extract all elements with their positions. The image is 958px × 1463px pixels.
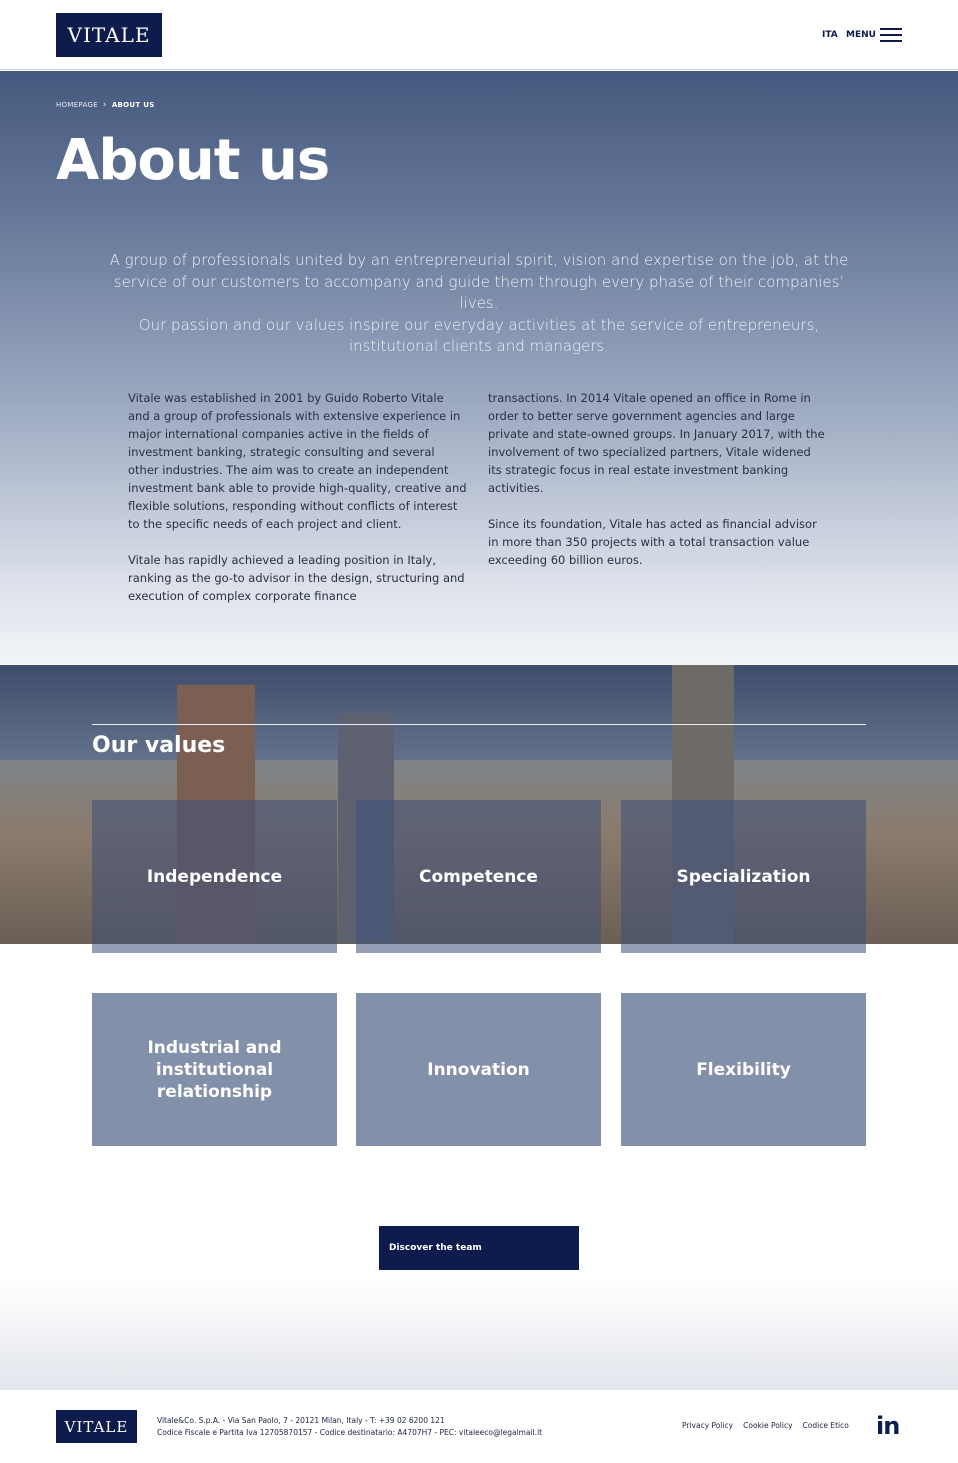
linkedin-icon[interactable]: in — [876, 1412, 900, 1440]
value-card-innovation — [356, 993, 601, 1146]
chevron-right-icon: › — [102, 100, 107, 110]
value-label: Competence — [419, 866, 538, 887]
value-card-specialization — [621, 800, 866, 953]
cookie-policy-link[interactable]: Cookie Policy — [743, 1421, 793, 1430]
value-card-flexibility — [621, 993, 866, 1146]
footer-address: Vitale&Co. S.p.A. - Via San Paolo, 7 - 20121 Milan, Italy - T: +39 02 6200 121 — [157, 1416, 445, 1425]
footer-logo[interactable]: VITALE — [56, 1410, 137, 1443]
value-card-relationship — [92, 993, 337, 1146]
value-card-independence — [92, 800, 337, 953]
hamburger-menu-icon[interactable] — [880, 26, 902, 44]
menu-label[interactable]: MENU — [846, 30, 876, 40]
breadcrumb-home[interactable]: HOMEPAGE — [56, 101, 98, 109]
intro-text — [92, 250, 866, 358]
value-label: Specialization — [676, 866, 811, 887]
values-title: Our values — [92, 733, 226, 758]
breadcrumb-current: ABOUT US — [111, 101, 155, 109]
body-paragraph: Vitale was established in 2001 by Guido Roberto Vitale and a group of professionals with extensive experience in major international companies active in the fields of investment banking, strategic consulting and several other industries. The aim was to create an independent investment bank able to provide high-quality, creative and flexible solutions, responding without conflicts of interest to the specific needs of each project and client. — [128, 391, 467, 531]
vitale-logo[interactable]: VITALE — [56, 13, 162, 57]
codice-etico-link[interactable]: Codice Etico — [802, 1421, 849, 1430]
discover-team-button[interactable]: Discover the team — [379, 1226, 579, 1270]
breadcrumb — [56, 100, 155, 110]
body-paragraph: Since its foundation, Vitale has acted as financial advisor in more than 350 projects with a total transaction value exceeding 60 billion euros. — [488, 517, 817, 567]
privacy-policy-link[interactable]: Privacy Policy — [682, 1421, 734, 1430]
value-label: Industrial and institutional relationship — [147, 1037, 282, 1102]
body-paragraph: transactions. In 2014 Vitale opened an office in Rome in order to better serve government agencies and large private and state-owned groups. In January 2017, with the involvement of two specialized partners, Vitale widened its strategic focus in real estate investment banking activities. — [488, 391, 825, 495]
section-fade — [0, 1280, 958, 1390]
intro-line-2: Our passion and our values inspire our everyday activities at the service of entrepreneurs, institutional clients and managers. — [138, 315, 820, 355]
value-label: Innovation — [427, 1059, 530, 1080]
body-column-right — [488, 389, 828, 587]
footer-fiscal: Codice Fiscale e Partita Iva 12705870157 - Codice destinatario: A4707H7 - PEC: vitaleeco@legalmail.it — [157, 1428, 543, 1437]
footer-company-info — [157, 1415, 542, 1439]
value-label: Flexibility — [696, 1059, 791, 1080]
body-paragraph: Vitale has rapidly achieved a leading position in Italy, ranking as the go-to advisor in the design, structuring and execution of complex corporate finance — [128, 553, 465, 603]
footer-links — [682, 1421, 849, 1430]
site-header — [0, 0, 958, 70]
value-label: Independence — [146, 866, 283, 887]
value-card-competence — [356, 800, 601, 953]
body-column-left — [128, 389, 468, 623]
language-switch[interactable]: ITA — [822, 30, 838, 40]
site-footer — [0, 1390, 958, 1463]
intro-line-1: A group of professionals united by an entrepreneurial spirit, vision and expertise on the job, at the service of our customers to accompany and guide them through every phase of their companies’ lives. — [109, 251, 849, 312]
values-divider — [92, 724, 866, 725]
page-title: About us — [56, 128, 330, 193]
